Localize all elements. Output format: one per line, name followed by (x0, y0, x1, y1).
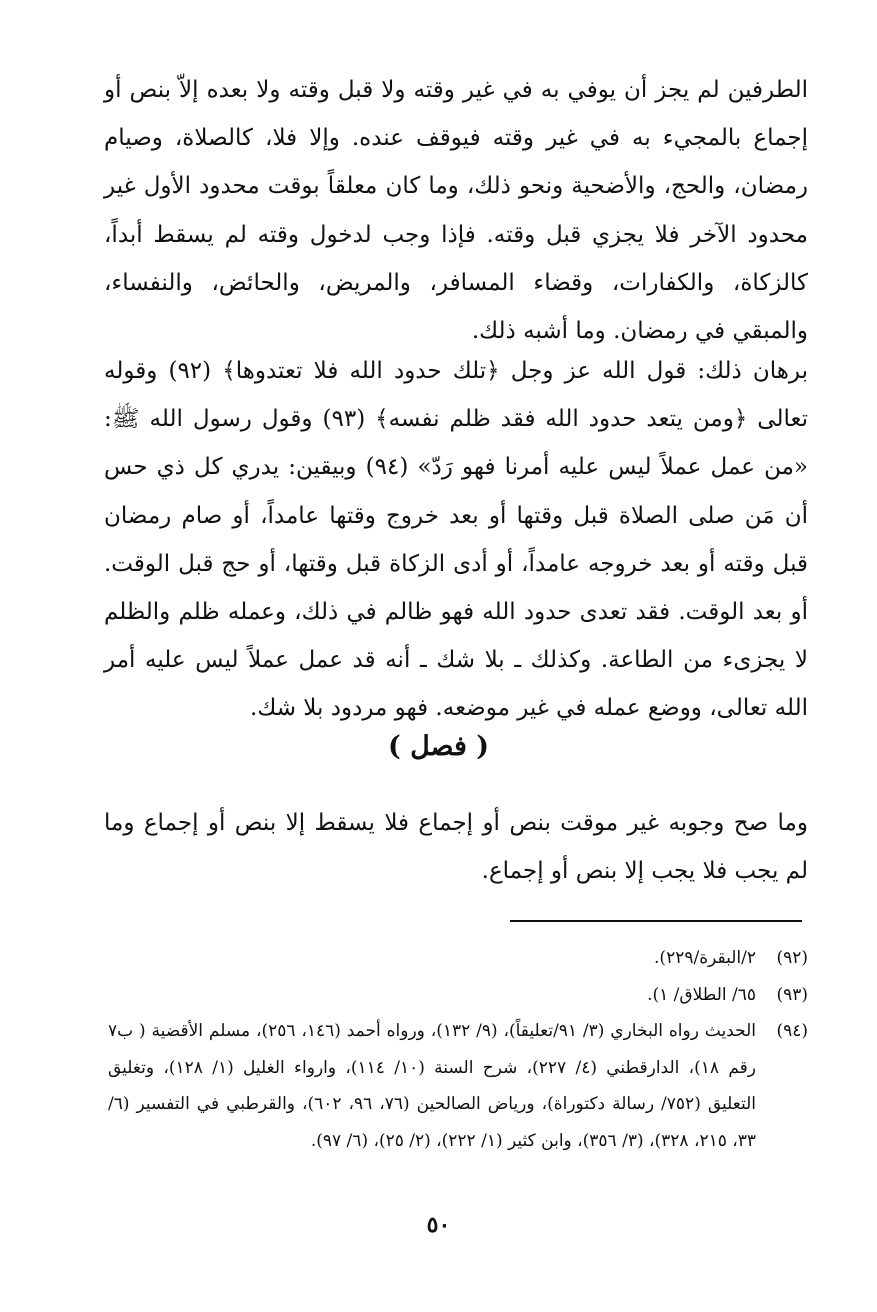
footnote-number: (٩٤) (776, 1021, 808, 1041)
paragraph-text: وما صح وجوبه غير موقت بنص أو إجماع فلا يسقط إلا بنص أو إجماع وما لم يجب فلا يجب إلا بنص أو إجماع. (104, 810, 808, 885)
footnote-text: ٦٥/ الطلاق/ ١). (647, 984, 756, 1005)
paragraph-section-ruling (104, 799, 808, 895)
paragraph-rulings-on-timed-acts (104, 66, 808, 355)
footnote-number: (٩٣) (776, 984, 808, 1005)
footnote-item (108, 940, 808, 977)
page-number: ٥٠ (426, 1212, 451, 1238)
footnote-number: (٩٢) (776, 948, 808, 968)
footnote-text: الحديث رواه البخاري (٣/ ٩١/تعليقاً)، (٩/ ١٣٢)، ورواه أحمد (١٤٦، ٢٥٦)، مسلم الأقضية ( ب٧ رقم ١٨)، الدارقطني (٤/ ٢٢٧)، شرح السنة (١٠/ ١١٤)، وارواء الغليل (١/ ١٢٨)، وتغليق التعليق (٧٥٢/ رسالة دكتوراة)، ورياض الصالحين (٧٦، ٩٦، ٦٠٢)، والقرطبي في التفسير (٦/ ٣٣، ٢١٥، ٣٢٨)، (٣/ ٣٥٦)، وابن كثير (١/ ٢٢٢)، (٢/ ٢٥)، (٦/ ٩٧). (108, 1021, 757, 1151)
footnote-item (108, 1013, 808, 1159)
footnotes (108, 940, 808, 1159)
paragraph-proof (104, 347, 808, 733)
footnote-text: ٢/البقرة/٢٢٩). (654, 948, 756, 968)
footnote-item (108, 977, 808, 1014)
footnote-separator (510, 920, 802, 922)
paragraph-text: الطرفين لم يجز أن يوفي به في غير وقته ولا قبل وقته ولا بعده إلاّ بنص أو إجماع بالمجيء به في غير وقته فيوقف عنده. وإلا فلا، كالصلاة، وصيام رمضان، والحج، والأضحية ونحو ذلك، وما كان معلقاً بوقت محدود الأول غير محدود الآخر فلا يجزي قبل وقته. فإذا وجب لدخول وقته لم يسقط أبداً، كالزكاة، والكفارات، وقضاء المسافر، والمريض، والحائض، والنفساء، والمبقي في رمضان. وما أشبه ذلك. (104, 77, 808, 345)
paragraph-text: برهان ذلك: قول الله عز وجل ﴿تلك حدود الله فلا تعتدوها﴾ (٩٢) وقوله تعالى ﴿ومن يتعد حدود الله فقد ظلم نفسه﴾ (٩٣) وقول رسول الله ﷺ: «من عمل عملاً ليس عليه أمرنا فهو رَدّ» (٩٤) وبيقين: يدري كل ذي حس أن مَن صلى الصلاة قبل وقتها أو بعد خروج وقتها عامداً، أو صام رمضان قبل وقته أو بعد خروجه عامداً، أو أدى الزكاة قبل وقتها، أو حج قبل الوقت. أو بعد الوقت. فقد تعدى حدود الله فهو ظالم في ذلك، وعمله ظلم والظلم لا يجزىء من الطاعة. وكذلك ـ بلا شك ـ أنه قد عمل عملاً ليس عليه أمر الله تعالى، ووضع عمله في غير موضعه. فهو مردود بلا شك. (104, 358, 809, 722)
section-heading: ( فصل ) (387, 731, 490, 762)
